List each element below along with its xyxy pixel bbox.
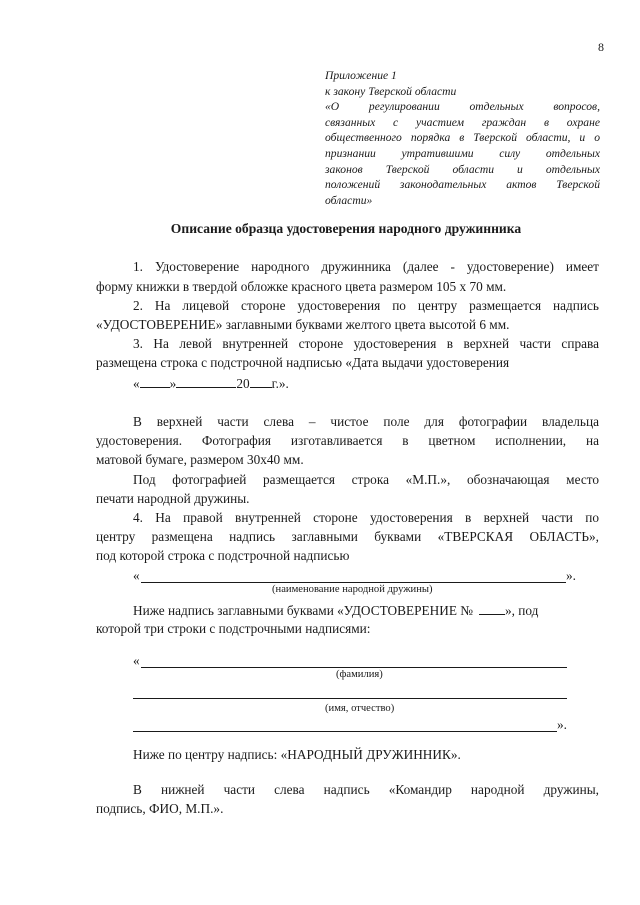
day-blank xyxy=(140,375,170,388)
druzhina-name-line xyxy=(141,582,566,583)
paragraph-line: 2. На лицевой стороне удостоверения по центру размещается надпись xyxy=(133,298,599,313)
annex-line: законов Тверской области и отдельных xyxy=(325,162,600,176)
paragraph-line: форму книжки в твердой обложке красного цвета размером 105 х 70 мм. xyxy=(96,279,507,294)
annex-line: к закону Тверской области xyxy=(325,84,457,98)
surname-quote-open: « xyxy=(133,653,140,668)
paragraph-line: «УДОСТОВЕРЕНИЕ» заглавными буквами желтого цвета высотой 6 мм. xyxy=(96,317,510,332)
certificate-number-text: Ниже надпись заглавными буквами «УДОСТОВЕРЕНИЕ № xyxy=(133,603,473,618)
druzhina-caption: (наименование народной дружины) xyxy=(272,584,433,595)
issue-date-line xyxy=(133,375,289,392)
certificate-number-end: », под xyxy=(504,603,539,618)
document-title: Описание образца удостоверения народного дружинника xyxy=(170,221,522,236)
paragraph-line: печати народной дружины. xyxy=(96,491,250,506)
month-blank xyxy=(176,375,236,388)
annex-line: области» xyxy=(325,193,373,207)
surname-caption: (фамилия) xyxy=(336,669,383,680)
surname-line xyxy=(141,667,567,668)
name-quote-close: ». xyxy=(557,717,567,732)
certificate-number-line xyxy=(133,602,599,619)
name-patronymic-caption: (имя, отчество) xyxy=(325,703,395,714)
paragraph-line: удостоверения. Фотография изготавливается в цветном исполнении, на xyxy=(96,433,599,448)
paragraph-line: центру размещена надпись заглавными буквами «ТВЕРСКАЯ ОБЛАСТЬ», xyxy=(96,529,599,544)
annex-block xyxy=(325,68,600,208)
third-line xyxy=(133,731,557,732)
annex-line: «О регулировании отдельных вопросов, xyxy=(325,100,600,114)
date-year: 20 xyxy=(236,376,250,391)
paragraph-line: 4. На правой внутренней стороне удостоверения в верхней части по xyxy=(133,510,599,525)
paragraph-line: В нижней части слева надпись «Командир народной дружины, xyxy=(133,782,599,797)
date-end: г.». xyxy=(271,376,289,391)
druzhina-quote-open: « xyxy=(133,568,140,583)
paragraph-line: которой три строки с подстрочными надписями: xyxy=(96,621,371,636)
paragraph-line: матовой бумаге, размером 30х40 мм. xyxy=(96,452,304,467)
page-number: 8 xyxy=(598,40,604,54)
paragraph-line: подпись, ФИО, М.П.». xyxy=(96,801,224,816)
name-patronymic-line xyxy=(133,698,567,699)
date-quote-close: » xyxy=(169,376,177,391)
date-quote-open: « xyxy=(133,376,140,391)
paragraph-line: под которой строка с подстрочной надписью xyxy=(96,548,350,563)
paragraph-line: Ниже по центру надпись: «НАРОДНЫЙ ДРУЖИННИК». xyxy=(133,747,461,762)
paragraph-line: В верхней части слева – чистое поле для фотографии владельца xyxy=(133,414,599,429)
paragraph-line: размещена строка с подстрочной надписью «Дата выдачи удостоверения xyxy=(96,355,510,370)
paragraph-line: 1. Удостоверение народного дружинника (далее - удостоверение) имеет xyxy=(133,259,599,274)
paragraph-line: Под фотографией размещается строка «М.П.», обозначающая место xyxy=(133,472,599,487)
annex-line: общественного порядка в Тверской области, и о xyxy=(325,131,600,145)
annex-line: связанных с участием граждан в охране xyxy=(325,115,600,129)
annex-line: признании утратившими силу отдельных xyxy=(325,146,600,160)
druzhina-quote-close: ». xyxy=(566,568,576,583)
number-blank xyxy=(479,602,505,615)
year-blank xyxy=(250,375,272,388)
paragraph-line: 3. На левой внутренней стороне удостоверения в верхней части справа xyxy=(133,336,599,351)
annex-line: положений законодательных актов Тверской xyxy=(325,178,600,192)
annex-line: Приложение 1 xyxy=(325,69,397,82)
